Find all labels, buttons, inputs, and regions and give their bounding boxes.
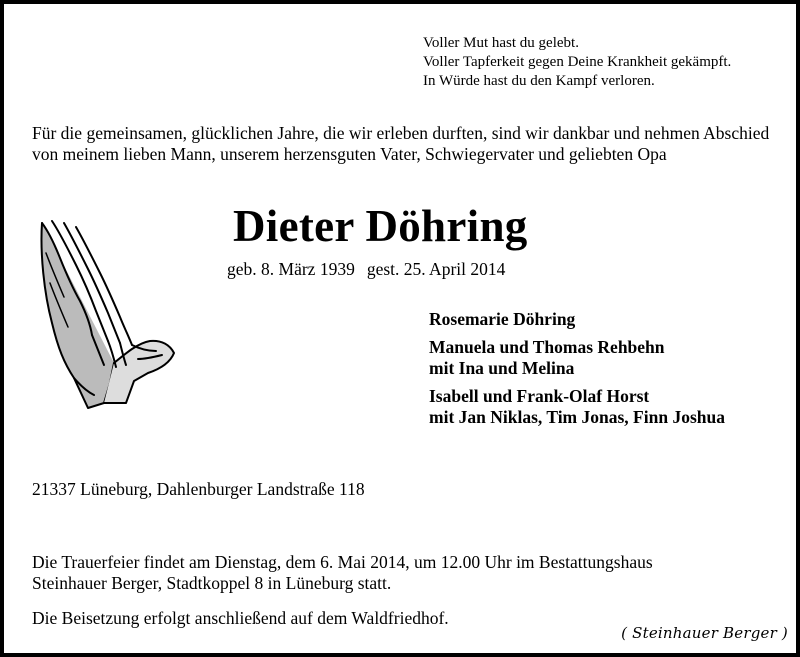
birth-date: geb. 8. März 1939 [227,259,355,279]
service-line: Steinhauer Berger, Stadtkoppel 8 in Lüneburg statt. [32,573,392,593]
mourners-list [429,309,725,435]
mourner-line: Manuela und Thomas Rehbehn [429,337,665,357]
service-line: Die Trauerfeier findet am Dienstag, dem 6. Mai 2014, um 12.00 Uhr im Bestattungshaus [32,552,653,572]
mourner-group [429,386,725,428]
intro-text: Für die gemeinsamen, glücklichen Jahre, die wir erleben durften, sind wir dankbar und nehmen Abschied von meinem lieben Mann, unserem herzensguten Vater, Schwiegervater und geliebten Opa [32,123,770,164]
mourner-line: Rosemarie Döhring [429,309,576,329]
deceased-name: Dieter Döhring [233,201,528,251]
praying-hands-icon [30,213,178,413]
family-address: 21337 Lüneburg, Dahlenburger Landstraße 118 [32,479,365,499]
motto-line: In Würde hast du den Kampf verloren. [423,73,655,89]
undertaker-signet: ( Steinhauer Berger ) [621,624,788,642]
mourner-line: mit Ina und Melina [429,358,575,378]
mourner-line: Isabell und Frank-Olaf Horst [429,386,650,406]
motto-line: Voller Tapferkeit gegen Deine Krankheit gekämpft. [423,54,732,70]
death-date: gest. 25. April 2014 [366,259,506,279]
motto-line: Voller Mut hast du gelebt. [423,35,579,51]
life-dates [227,259,505,280]
motto-verse [423,34,731,91]
burial-info: Die Beisetzung erfolgt anschließend auf dem Waldfriedhof. [32,608,449,628]
mourner-group [429,309,725,330]
mourner-group [429,337,725,379]
mourner-line: mit Jan Niklas, Tim Jonas, Finn Joshua [429,407,725,427]
funeral-service-info [32,552,653,594]
